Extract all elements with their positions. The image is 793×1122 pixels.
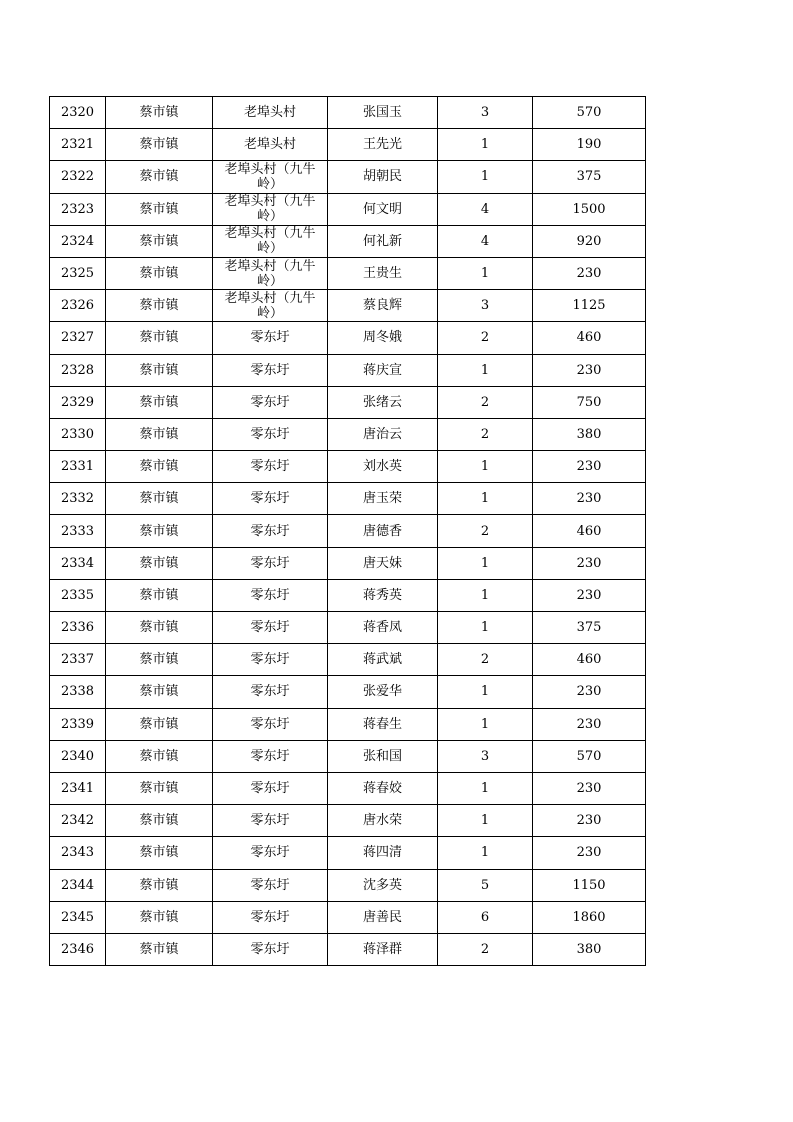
cell-number: 2339 xyxy=(50,708,106,740)
cell-count: 5 xyxy=(438,869,533,901)
cell-village: 零东圩 xyxy=(213,354,328,386)
cell-town: 蔡市镇 xyxy=(106,644,213,676)
table-row xyxy=(50,612,646,644)
table-row xyxy=(50,386,646,418)
cell-number: 2325 xyxy=(50,257,106,289)
cell-village: 零东圩 xyxy=(213,644,328,676)
table-row xyxy=(50,483,646,515)
cell-amount: 750 xyxy=(533,386,646,418)
cell-town: 蔡市镇 xyxy=(106,451,213,483)
cell-number: 2321 xyxy=(50,129,106,161)
cell-town: 蔡市镇 xyxy=(106,515,213,547)
cell-count: 3 xyxy=(438,97,533,129)
cell-village: 零东圩 xyxy=(213,708,328,740)
cell-village: 零东圩 xyxy=(213,483,328,515)
cell-number: 2322 xyxy=(50,161,106,193)
table-row xyxy=(50,161,646,193)
table-row xyxy=(50,193,646,225)
cell-amount: 375 xyxy=(533,161,646,193)
cell-count: 1 xyxy=(438,451,533,483)
cell-number: 2338 xyxy=(50,676,106,708)
cell-name: 唐水荣 xyxy=(328,805,438,837)
table-body xyxy=(50,97,646,966)
cell-number: 2329 xyxy=(50,386,106,418)
cell-village: 零东圩 xyxy=(213,837,328,869)
cell-village: 老埠头村（九牛岭） xyxy=(213,257,328,289)
cell-town: 蔡市镇 xyxy=(106,772,213,804)
cell-count: 1 xyxy=(438,483,533,515)
cell-town: 蔡市镇 xyxy=(106,386,213,418)
cell-number: 2326 xyxy=(50,290,106,322)
cell-village: 零东圩 xyxy=(213,869,328,901)
cell-town: 蔡市镇 xyxy=(106,547,213,579)
table-row xyxy=(50,290,646,322)
cell-name: 蒋春生 xyxy=(328,708,438,740)
cell-number: 2332 xyxy=(50,483,106,515)
cell-count: 2 xyxy=(438,322,533,354)
table-row xyxy=(50,418,646,450)
cell-village: 老埠头村 xyxy=(213,129,328,161)
cell-amount: 230 xyxy=(533,676,646,708)
cell-number: 2342 xyxy=(50,805,106,837)
cell-count: 3 xyxy=(438,290,533,322)
cell-town: 蔡市镇 xyxy=(106,740,213,772)
cell-count: 1 xyxy=(438,708,533,740)
cell-village: 零东圩 xyxy=(213,579,328,611)
cell-number: 2345 xyxy=(50,901,106,933)
cell-amount: 230 xyxy=(533,708,646,740)
cell-village: 老埠头村 xyxy=(213,97,328,129)
cell-amount: 380 xyxy=(533,418,646,450)
cell-count: 2 xyxy=(438,933,533,965)
cell-count: 1 xyxy=(438,257,533,289)
table-row xyxy=(50,129,646,161)
cell-name: 张绪云 xyxy=(328,386,438,418)
cell-number: 2341 xyxy=(50,772,106,804)
cell-town: 蔡市镇 xyxy=(106,161,213,193)
cell-amount: 570 xyxy=(533,740,646,772)
cell-name: 张国玉 xyxy=(328,97,438,129)
cell-town: 蔡市镇 xyxy=(106,257,213,289)
table-row xyxy=(50,740,646,772)
cell-number: 2320 xyxy=(50,97,106,129)
cell-village: 老埠头村（九牛岭） xyxy=(213,290,328,322)
cell-number: 2330 xyxy=(50,418,106,450)
cell-amount: 460 xyxy=(533,515,646,547)
cell-name: 张爱华 xyxy=(328,676,438,708)
table-row xyxy=(50,805,646,837)
cell-number: 2336 xyxy=(50,612,106,644)
cell-amount: 1860 xyxy=(533,901,646,933)
cell-name: 唐治云 xyxy=(328,418,438,450)
cell-name: 蒋泽群 xyxy=(328,933,438,965)
table-row xyxy=(50,869,646,901)
cell-count: 1 xyxy=(438,579,533,611)
cell-town: 蔡市镇 xyxy=(106,579,213,611)
table-row xyxy=(50,579,646,611)
cell-number: 2346 xyxy=(50,933,106,965)
cell-amount: 375 xyxy=(533,612,646,644)
cell-amount: 920 xyxy=(533,225,646,257)
cell-name: 蒋秀英 xyxy=(328,579,438,611)
cell-town: 蔡市镇 xyxy=(106,676,213,708)
cell-town: 蔡市镇 xyxy=(106,322,213,354)
cell-amount: 1150 xyxy=(533,869,646,901)
table-row xyxy=(50,97,646,129)
cell-amount: 230 xyxy=(533,547,646,579)
cell-name: 王先光 xyxy=(328,129,438,161)
cell-village: 零东圩 xyxy=(213,676,328,708)
cell-name: 周冬娥 xyxy=(328,322,438,354)
cell-village: 零东圩 xyxy=(213,322,328,354)
cell-town: 蔡市镇 xyxy=(106,805,213,837)
cell-name: 蒋四清 xyxy=(328,837,438,869)
cell-name: 唐天妹 xyxy=(328,547,438,579)
cell-village: 老埠头村（九牛岭） xyxy=(213,193,328,225)
table-row xyxy=(50,354,646,386)
cell-town: 蔡市镇 xyxy=(106,708,213,740)
table-row xyxy=(50,225,646,257)
cell-village: 零东圩 xyxy=(213,901,328,933)
cell-count: 1 xyxy=(438,772,533,804)
cell-number: 2328 xyxy=(50,354,106,386)
cell-village: 零东圩 xyxy=(213,386,328,418)
cell-village: 零东圩 xyxy=(213,451,328,483)
cell-name: 何礼新 xyxy=(328,225,438,257)
cell-amount: 230 xyxy=(533,837,646,869)
cell-count: 1 xyxy=(438,354,533,386)
cell-amount: 230 xyxy=(533,257,646,289)
table-row xyxy=(50,708,646,740)
cell-number: 2344 xyxy=(50,869,106,901)
cell-count: 2 xyxy=(438,418,533,450)
cell-count: 1 xyxy=(438,837,533,869)
cell-town: 蔡市镇 xyxy=(106,290,213,322)
table-row xyxy=(50,547,646,579)
cell-count: 1 xyxy=(438,547,533,579)
table-row xyxy=(50,451,646,483)
cell-amount: 230 xyxy=(533,451,646,483)
cell-amount: 230 xyxy=(533,772,646,804)
cell-name: 刘水英 xyxy=(328,451,438,483)
cell-name: 王贵生 xyxy=(328,257,438,289)
cell-name: 唐玉荣 xyxy=(328,483,438,515)
cell-name: 胡朝民 xyxy=(328,161,438,193)
cell-name: 张和国 xyxy=(328,740,438,772)
cell-count: 1 xyxy=(438,805,533,837)
cell-village: 零东圩 xyxy=(213,547,328,579)
cell-amount: 230 xyxy=(533,805,646,837)
cell-number: 2334 xyxy=(50,547,106,579)
cell-count: 6 xyxy=(438,901,533,933)
cell-amount: 460 xyxy=(533,644,646,676)
cell-amount: 230 xyxy=(533,483,646,515)
cell-number: 2343 xyxy=(50,837,106,869)
table-row xyxy=(50,901,646,933)
cell-village: 零东圩 xyxy=(213,933,328,965)
cell-name: 蒋春姣 xyxy=(328,772,438,804)
table-row xyxy=(50,933,646,965)
cell-number: 2327 xyxy=(50,322,106,354)
cell-amount: 190 xyxy=(533,129,646,161)
cell-name: 蒋香凤 xyxy=(328,612,438,644)
data-table xyxy=(49,96,646,966)
cell-count: 2 xyxy=(438,644,533,676)
cell-number: 2340 xyxy=(50,740,106,772)
cell-number: 2337 xyxy=(50,644,106,676)
table-row xyxy=(50,772,646,804)
cell-village: 零东圩 xyxy=(213,612,328,644)
cell-town: 蔡市镇 xyxy=(106,837,213,869)
cell-name: 唐德香 xyxy=(328,515,438,547)
cell-count: 4 xyxy=(438,225,533,257)
cell-count: 1 xyxy=(438,161,533,193)
cell-town: 蔡市镇 xyxy=(106,97,213,129)
table-row xyxy=(50,257,646,289)
cell-name: 何文明 xyxy=(328,193,438,225)
cell-name: 蒋庆宣 xyxy=(328,354,438,386)
cell-count: 3 xyxy=(438,740,533,772)
cell-amount: 230 xyxy=(533,354,646,386)
cell-town: 蔡市镇 xyxy=(106,612,213,644)
table-row xyxy=(50,644,646,676)
cell-number: 2333 xyxy=(50,515,106,547)
cell-town: 蔡市镇 xyxy=(106,354,213,386)
cell-number: 2323 xyxy=(50,193,106,225)
cell-count: 2 xyxy=(438,515,533,547)
cell-count: 1 xyxy=(438,612,533,644)
table-row xyxy=(50,676,646,708)
cell-number: 2324 xyxy=(50,225,106,257)
cell-village: 零东圩 xyxy=(213,772,328,804)
cell-town: 蔡市镇 xyxy=(106,869,213,901)
cell-count: 4 xyxy=(438,193,533,225)
cell-village: 零东圩 xyxy=(213,740,328,772)
cell-name: 蒋武斌 xyxy=(328,644,438,676)
cell-town: 蔡市镇 xyxy=(106,418,213,450)
cell-count: 1 xyxy=(438,676,533,708)
cell-village: 零东圩 xyxy=(213,805,328,837)
cell-village: 老埠头村（九牛岭） xyxy=(213,225,328,257)
cell-amount: 230 xyxy=(533,579,646,611)
cell-count: 2 xyxy=(438,386,533,418)
cell-village: 零东圩 xyxy=(213,418,328,450)
cell-name: 唐善民 xyxy=(328,901,438,933)
cell-town: 蔡市镇 xyxy=(106,129,213,161)
cell-count: 1 xyxy=(438,129,533,161)
cell-name: 沈多英 xyxy=(328,869,438,901)
table-row xyxy=(50,322,646,354)
cell-amount: 570 xyxy=(533,97,646,129)
cell-amount: 1125 xyxy=(533,290,646,322)
table-row xyxy=(50,515,646,547)
cell-number: 2335 xyxy=(50,579,106,611)
cell-town: 蔡市镇 xyxy=(106,483,213,515)
table-row xyxy=(50,837,646,869)
cell-amount: 1500 xyxy=(533,193,646,225)
cell-town: 蔡市镇 xyxy=(106,193,213,225)
cell-amount: 460 xyxy=(533,322,646,354)
cell-village: 老埠头村（九牛岭） xyxy=(213,161,328,193)
cell-amount: 380 xyxy=(533,933,646,965)
cell-town: 蔡市镇 xyxy=(106,901,213,933)
cell-village: 零东圩 xyxy=(213,515,328,547)
cell-town: 蔡市镇 xyxy=(106,933,213,965)
cell-town: 蔡市镇 xyxy=(106,225,213,257)
cell-number: 2331 xyxy=(50,451,106,483)
cell-name: 蔡良辉 xyxy=(328,290,438,322)
